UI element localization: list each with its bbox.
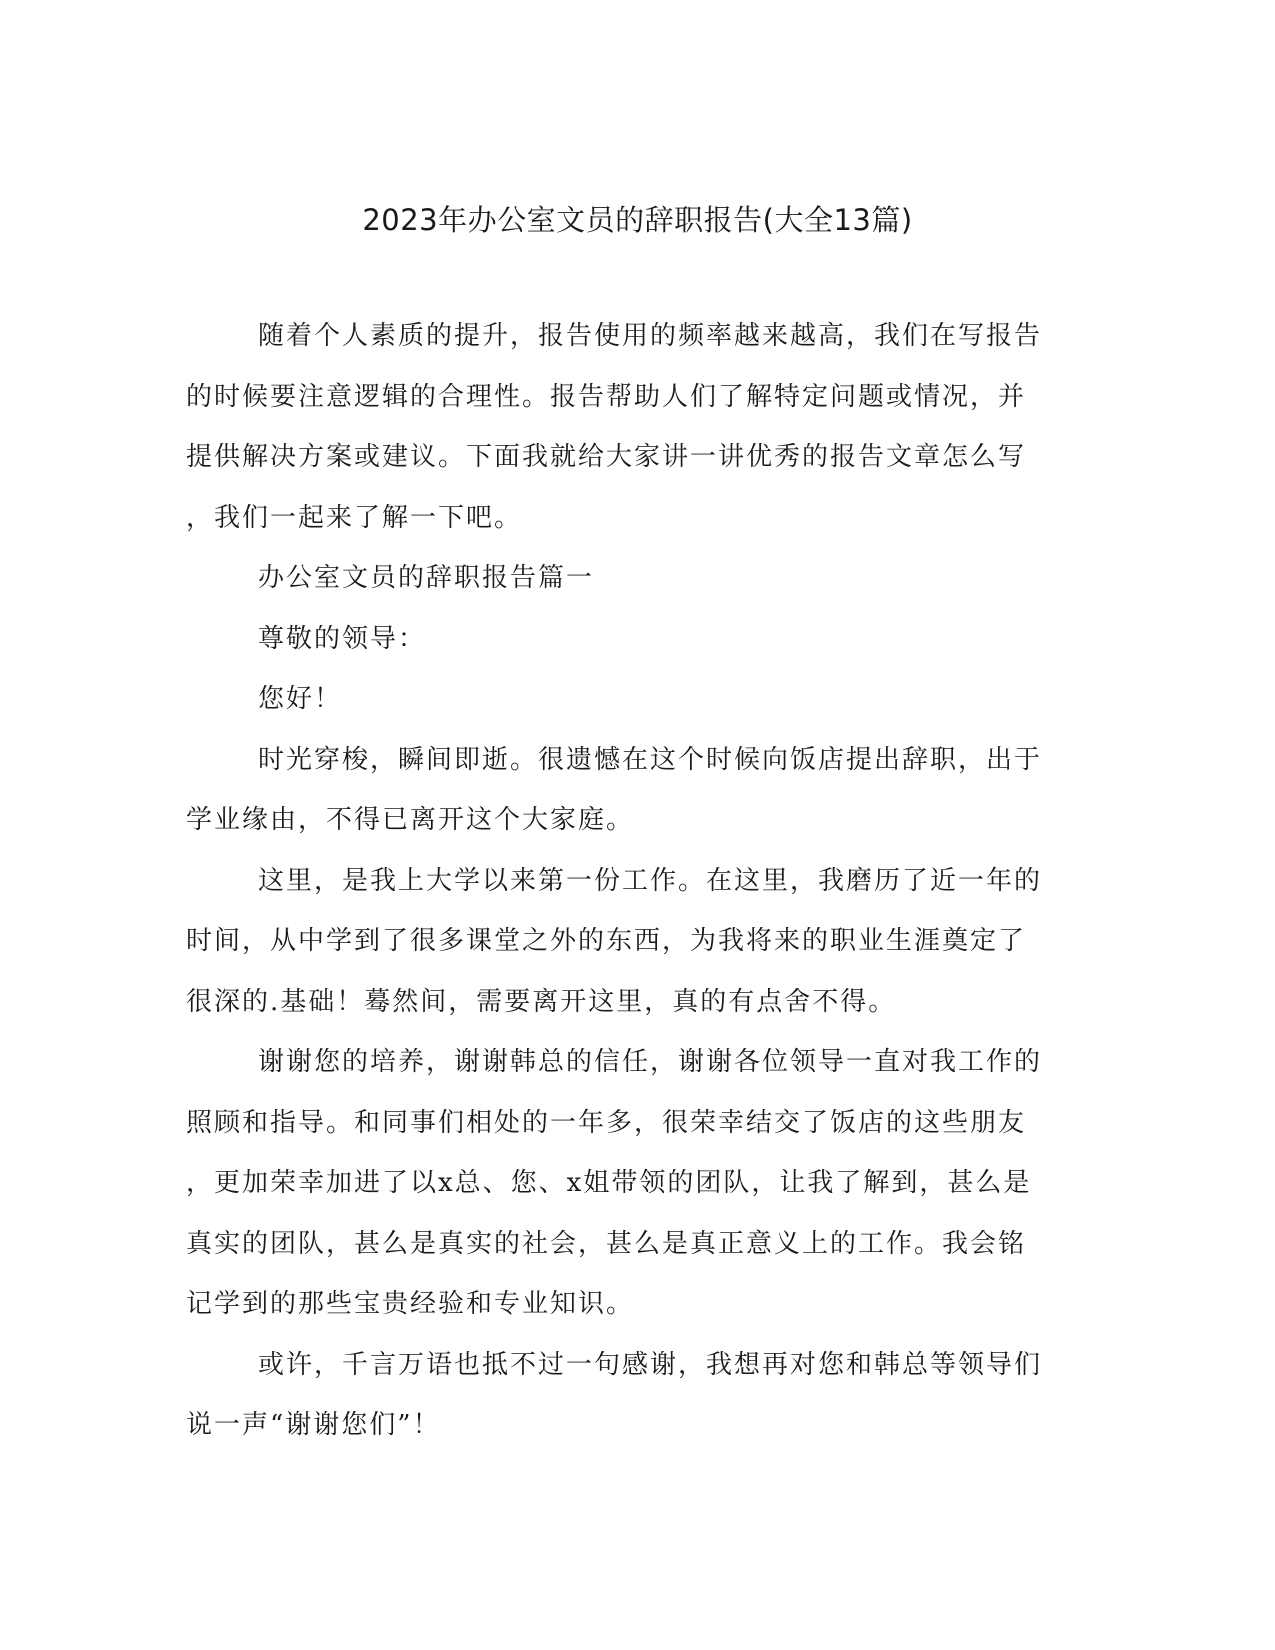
salutation: 尊敬的领导： (258, 623, 427, 654)
document-body (186, 306, 1066, 1456)
greeting: 您好！ (258, 684, 343, 714)
paragraph-line: ，我们一起来了解一下吧。 (186, 502, 523, 533)
section-heading: 办公室文员的辞职报告篇一 (258, 563, 595, 593)
paragraph-line: 时间，从中学到了很多课堂之外的东西，为我将来的职业生涯奠定了 (186, 926, 1027, 956)
paragraph-line: 记学到的那些宝贵经验和专业知识。 (186, 1289, 635, 1319)
paragraph-line: 提供解决方案或建议。下面我就给大家讲一讲优秀的报告文章怎么写 (186, 442, 1027, 472)
paragraph-line: 随着个人素质的提升，报告使用的频率越来越高，我们在写报告 (258, 321, 1043, 351)
paragraph-line: 谢谢您的培养，谢谢韩总的信任，谢谢各位领导一直对我工作的 (258, 1047, 1043, 1077)
paragraph-line: 说一声“谢谢您们”！ (186, 1410, 441, 1440)
paragraph-line: 或许，千言万语也抵不过一句感谢，我想再对您和韩总等领导们 (258, 1349, 1043, 1380)
paragraph-line: 很深的.基础！蓦然间，需要离开这里，真的有点舍不得。 (186, 986, 897, 1017)
paragraph-line: ，更加荣幸加进了以x总、您、x姐带领的团队，让我了解到，甚么是 (186, 1168, 1032, 1198)
paragraph-line: 的时候要注意逻辑的合理性。报告帮助人们了解特定问题或情况，并 (186, 381, 1027, 412)
paragraph-line: 照顾和指导。和同事们相处的一年多，很荣幸结交了饭店的这些朋友 (186, 1107, 1027, 1138)
paragraph-line: 这里，是我上大学以来第一份工作。在这里，我磨历了近一年的 (258, 865, 1043, 896)
document-title: 2023年办公室文员的辞职报告(大全13篇) (362, 203, 913, 237)
paragraph-line: 真实的团队，甚么是真实的社会，甚么是真正意义上的工作。我会铭 (186, 1228, 1027, 1259)
paragraph-line: 时光穿梭，瞬间即逝。很遗憾在这个时候向饭店提出辞职，出于 (258, 744, 1043, 775)
paragraph-line: 学业缘由，不得已离开这个大家庭。 (186, 805, 635, 835)
